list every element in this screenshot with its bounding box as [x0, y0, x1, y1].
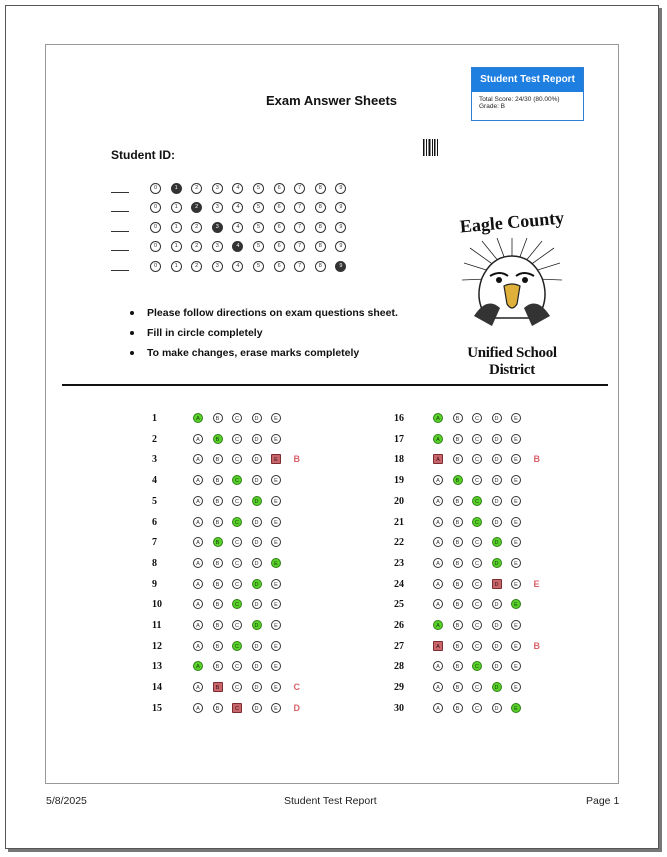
answer-bubble[interactable]: C	[472, 413, 482, 423]
answer-bubble[interactable]: A	[433, 703, 443, 713]
answer-bubble[interactable]: B	[213, 558, 223, 568]
question-number: 6	[152, 516, 157, 528]
answer-bubble[interactable]: C	[472, 599, 482, 609]
answer-bubble[interactable]: B	[453, 661, 463, 671]
answer-bubble[interactable]: E	[511, 599, 521, 609]
answer-bubble[interactable]: B	[213, 434, 223, 444]
bullet-icon	[130, 351, 134, 355]
id-digit-bubble[interactable]: 2	[191, 202, 202, 213]
answer-bubble[interactable]: B	[453, 620, 463, 630]
direction-item	[130, 327, 398, 347]
id-digit-bubble[interactable]: 2	[191, 183, 202, 194]
answer-bubble[interactable]: C	[472, 454, 482, 464]
id-digit-bubble[interactable]: 9	[335, 261, 346, 272]
answer-bubble[interactable]: C	[472, 682, 482, 692]
answer-bubble[interactable]: E	[271, 454, 281, 464]
question-number: 3	[152, 454, 157, 466]
answer-bubble[interactable]: D	[252, 703, 262, 713]
answer-bubble[interactable]: C	[232, 475, 242, 485]
question-row	[152, 496, 312, 510]
id-digit-bubble[interactable]: 8	[315, 202, 326, 213]
answer-bubble[interactable]: E	[511, 661, 521, 671]
answer-bubble[interactable]: E	[271, 496, 281, 506]
answer-bubble[interactable]: D	[492, 661, 502, 671]
answer-bubble[interactable]: C	[232, 682, 242, 692]
answer-bubble[interactable]: C	[472, 475, 482, 485]
question-number: 26	[394, 620, 404, 631]
id-digit-bubble[interactable]: 9	[335, 222, 346, 233]
question-row	[394, 496, 554, 510]
answer-bubble[interactable]: A	[193, 558, 203, 568]
question-number: 22	[394, 537, 404, 549]
question-row	[152, 703, 312, 717]
answer-bubble[interactable]: B	[213, 496, 223, 506]
answer-bubble[interactable]: D	[492, 682, 502, 692]
answer-bubble[interactable]: B	[453, 496, 463, 506]
student-report-box	[471, 67, 584, 121]
answer-bubble[interactable]: E	[271, 558, 281, 568]
answer-bubble[interactable]: D	[492, 537, 502, 547]
answer-bubble[interactable]: E	[271, 661, 281, 671]
answer-bubble[interactable]: A	[193, 579, 203, 589]
direction-text: To make changes, erase marks completely	[147, 347, 360, 359]
answer-bubble[interactable]: C	[472, 620, 482, 630]
answer-bubble[interactable]: B	[213, 537, 223, 547]
id-digit-bubble[interactable]: 3	[212, 241, 223, 252]
answer-bubble[interactable]: B	[453, 682, 463, 692]
id-digit-bubble[interactable]: 3	[212, 261, 223, 272]
answer-bubble[interactable]: B	[453, 579, 463, 589]
question-row	[152, 475, 312, 489]
question-number: 10	[152, 599, 162, 611]
answer-bubble[interactable]: B	[213, 682, 223, 692]
answer-bubble[interactable]: A	[193, 682, 203, 692]
id-digit-bubble[interactable]: 0	[150, 261, 161, 272]
question-number: 16	[394, 413, 404, 424]
answer-bubble[interactable]: E	[271, 475, 281, 485]
question-row	[394, 537, 554, 551]
grade: Grade: B	[479, 103, 506, 110]
school-logo	[452, 207, 572, 378]
answer-bubble[interactable]: D	[492, 558, 502, 568]
answer-bubble[interactable]: B	[213, 641, 223, 651]
answer-bubble[interactable]: E	[511, 434, 521, 444]
answer-bubble[interactable]: C	[472, 496, 482, 506]
answer-bubble[interactable]: C	[232, 599, 242, 609]
id-digit-bubble[interactable]: 9	[335, 241, 346, 252]
answer-bubble[interactable]: A	[433, 413, 443, 423]
id-digit-bubble[interactable]: 5	[253, 261, 264, 272]
question-row	[394, 579, 554, 593]
question-number: 9	[152, 578, 157, 590]
answer-bubble[interactable]: D	[252, 454, 262, 464]
answer-bubble[interactable]: A	[193, 517, 203, 527]
answer-bubble[interactable]: B	[453, 434, 463, 444]
answer-bubble[interactable]: A	[433, 661, 443, 671]
direction-item	[130, 307, 398, 327]
answer-bubble[interactable]: E	[511, 558, 521, 568]
question-row	[152, 599, 312, 613]
question-number: 30	[394, 702, 404, 714]
answer-bubble[interactable]: D	[492, 517, 502, 527]
id-digit-bubble[interactable]: 1	[171, 183, 182, 194]
id-digit-bubble[interactable]: 5	[253, 202, 264, 213]
answer-bubble[interactable]: D	[252, 661, 262, 671]
footer-title: Student Test Report	[284, 795, 377, 807]
answer-bubble[interactable]: D	[492, 579, 502, 589]
answer-bubble[interactable]: B	[453, 599, 463, 609]
id-digit-bubble[interactable]: 0	[150, 241, 161, 252]
answer-bubble[interactable]: C	[232, 703, 242, 713]
direction-item	[130, 347, 398, 367]
answer-bubble[interactable]: D	[252, 620, 262, 630]
question-row	[152, 641, 312, 655]
answer-bubble[interactable]: A	[193, 537, 203, 547]
question-row	[394, 475, 554, 489]
footer-page: Page 1	[586, 795, 620, 807]
question-row	[394, 641, 554, 655]
question-row	[394, 620, 554, 634]
answer-bubble[interactable]: B	[453, 641, 463, 651]
question-number: 29	[394, 682, 404, 694]
question-row	[152, 682, 312, 696]
answer-bubble[interactable]: C	[232, 413, 242, 423]
answer-bubble[interactable]: B	[453, 558, 463, 568]
id-digit-bubble[interactable]: 5	[253, 241, 264, 252]
answer-bubble[interactable]: C	[232, 434, 242, 444]
id-digit-bubble[interactable]: 6	[274, 183, 285, 194]
direction-text: Please follow directions on exam questions sheet.	[147, 307, 398, 319]
answer-bubble[interactable]: D	[492, 703, 502, 713]
question-row	[394, 558, 554, 572]
id-digit-bubble[interactable]: 2	[191, 222, 202, 233]
answer-bubble[interactable]: A	[193, 661, 203, 671]
question-number: 18	[394, 454, 404, 466]
answer-bubble[interactable]: E	[271, 434, 281, 444]
answer-bubble[interactable]: A	[433, 558, 443, 568]
answer-bubble[interactable]: C	[472, 641, 482, 651]
answer-bubble[interactable]: B	[213, 620, 223, 630]
answer-bubble[interactable]: E	[511, 620, 521, 630]
answer-bubble[interactable]: C	[472, 537, 482, 547]
answer-bubble[interactable]: D	[252, 537, 262, 547]
student-id-blank	[111, 211, 129, 212]
answer-bubble[interactable]: B	[453, 537, 463, 547]
answer-bubble[interactable]: A	[433, 537, 443, 547]
question-number: 17	[394, 433, 404, 445]
correct-answer-note: C	[293, 682, 300, 693]
answer-bubble[interactable]: C	[232, 579, 242, 589]
direction-text: Fill in circle completely	[147, 327, 263, 339]
answer-bubble[interactable]: A	[193, 454, 203, 464]
answer-bubble[interactable]: C	[232, 517, 242, 527]
answer-bubble[interactable]: A	[193, 475, 203, 485]
answer-bubble[interactable]: D	[252, 682, 262, 692]
question-row	[152, 579, 312, 593]
student-id-blank	[111, 270, 129, 271]
answer-bubble[interactable]: E	[511, 579, 521, 589]
question-number: 25	[394, 599, 404, 611]
answer-bubble[interactable]: E	[271, 579, 281, 589]
id-digit-bubble[interactable]: 9	[335, 183, 346, 194]
answer-bubble[interactable]: A	[193, 641, 203, 651]
id-digit-bubble[interactable]: 9	[335, 202, 346, 213]
id-digit-bubble[interactable]: 4	[232, 241, 243, 252]
answer-bubble[interactable]: D	[252, 517, 262, 527]
id-digit-bubble[interactable]: 7	[294, 241, 305, 252]
answer-bubble[interactable]: D	[252, 496, 262, 506]
section-divider	[62, 384, 608, 386]
answer-bubble[interactable]: A	[193, 496, 203, 506]
id-digit-bubble[interactable]: 6	[274, 202, 285, 213]
question-number: 21	[394, 516, 404, 528]
question-number: 27	[394, 640, 404, 652]
answer-bubble[interactable]: A	[433, 434, 443, 444]
directions-list	[130, 307, 398, 367]
answer-bubble[interactable]: A	[433, 599, 443, 609]
question-number: 13	[152, 661, 162, 673]
answer-bubble[interactable]: A	[193, 703, 203, 713]
question-row	[152, 620, 312, 634]
id-digit-bubble[interactable]: 8	[315, 222, 326, 233]
answer-bubble[interactable]: D	[252, 599, 262, 609]
id-digit-bubble[interactable]: 4	[232, 202, 243, 213]
answer-bubble[interactable]: D	[492, 599, 502, 609]
id-digit-bubble[interactable]: 6	[274, 241, 285, 252]
answer-bubble[interactable]: A	[433, 475, 443, 485]
answer-bubble[interactable]: A	[433, 682, 443, 692]
answer-bubble[interactable]: A	[433, 620, 443, 630]
answer-bubble[interactable]: A	[193, 413, 203, 423]
answer-bubble[interactable]: E	[511, 641, 521, 651]
question-row	[394, 682, 554, 696]
id-digit-bubble[interactable]: 7	[294, 202, 305, 213]
answer-bubble[interactable]: B	[213, 579, 223, 589]
correct-answer-note: B	[293, 454, 300, 465]
answer-bubble[interactable]: D	[492, 434, 502, 444]
logo-top-text: Eagle County	[459, 207, 565, 237]
id-digit-bubble[interactable]: 0	[150, 183, 161, 194]
student-id-blank	[111, 250, 129, 251]
id-digit-bubble[interactable]: 8	[315, 261, 326, 272]
question-row	[152, 413, 312, 427]
question-number: 1	[152, 413, 157, 424]
sheet-title: Exam Answer Sheets	[266, 93, 398, 108]
id-digit-bubble[interactable]: 7	[294, 222, 305, 233]
answer-bubble[interactable]: B	[213, 454, 223, 464]
id-digit-bubble[interactable]: 5	[253, 183, 264, 194]
question-number: 12	[152, 640, 162, 652]
question-number: 24	[394, 578, 404, 590]
id-digit-bubble[interactable]: 3	[212, 202, 223, 213]
answer-bubble[interactable]: E	[511, 537, 521, 547]
answer-bubble[interactable]: C	[472, 661, 482, 671]
id-digit-bubble[interactable]: 1	[171, 261, 182, 272]
answer-bubble[interactable]: E	[271, 641, 281, 651]
question-number: 8	[152, 557, 157, 569]
question-row	[394, 413, 554, 427]
answer-bubble[interactable]: E	[271, 517, 281, 527]
answer-bubble[interactable]: C	[472, 517, 482, 527]
correct-answer-note: D	[293, 702, 300, 713]
answer-bubble[interactable]: E	[271, 413, 281, 423]
answer-bubble[interactable]: C	[232, 641, 242, 651]
answer-bubble[interactable]: E	[271, 682, 281, 692]
answer-bubble[interactable]: A	[193, 620, 203, 630]
answer-bubble[interactable]: D	[252, 558, 262, 568]
correct-answer-note: B	[533, 454, 540, 465]
question-number: 28	[394, 661, 404, 673]
answer-bubble[interactable]: C	[472, 703, 482, 713]
id-digit-bubble[interactable]: 2	[191, 241, 202, 252]
id-digit-bubble[interactable]: 4	[232, 183, 243, 194]
id-digit-bubble[interactable]: 4	[232, 261, 243, 272]
id-digit-bubble[interactable]: 0	[150, 202, 161, 213]
id-digit-bubble[interactable]: 6	[274, 261, 285, 272]
answer-bubble[interactable]: E	[271, 703, 281, 713]
answer-bubble[interactable]: C	[232, 537, 242, 547]
eagle-icon	[462, 238, 562, 328]
id-digit-bubble[interactable]: 7	[294, 183, 305, 194]
question-row	[152, 537, 312, 551]
question-number: 4	[152, 475, 157, 487]
student-id-blank	[111, 231, 129, 232]
answer-bubble[interactable]: B	[213, 661, 223, 671]
id-digit-bubble[interactable]: 8	[315, 241, 326, 252]
bullet-icon	[130, 331, 134, 335]
answer-bubble[interactable]: C	[472, 434, 482, 444]
answer-bubble[interactable]: E	[511, 682, 521, 692]
student-id-blank	[111, 192, 129, 193]
answer-bubble[interactable]: E	[511, 454, 521, 464]
question-number: 20	[394, 495, 404, 507]
footer-date: 5/8/2025	[46, 795, 87, 807]
question-row	[394, 517, 554, 531]
answer-bubble[interactable]: B	[213, 703, 223, 713]
question-row	[152, 558, 312, 572]
answer-bubble[interactable]: C	[232, 620, 242, 630]
question-number: 23	[394, 557, 404, 569]
answer-bubble[interactable]: B	[213, 599, 223, 609]
answer-bubble[interactable]: B	[213, 413, 223, 423]
answer-bubble[interactable]: C	[472, 579, 482, 589]
answer-bubble[interactable]: B	[453, 475, 463, 485]
id-digit-bubble[interactable]: 0	[150, 222, 161, 233]
bullet-icon	[130, 311, 134, 315]
answer-bubble[interactable]: B	[213, 517, 223, 527]
answer-bubble[interactable]: C	[232, 661, 242, 671]
answer-bubble[interactable]: D	[252, 579, 262, 589]
answer-bubble[interactable]: D	[492, 475, 502, 485]
id-digit-bubble[interactable]: 2	[191, 261, 202, 272]
answer-bubble[interactable]: B	[453, 517, 463, 527]
question-row	[152, 454, 312, 468]
question-number: 2	[152, 433, 157, 445]
question-row	[394, 434, 554, 448]
answer-bubble[interactable]: D	[252, 641, 262, 651]
answer-bubble[interactable]: C	[232, 558, 242, 568]
correct-answer-note: E	[533, 578, 540, 589]
answer-bubble[interactable]: E	[511, 517, 521, 527]
logo-bottom-text: Unified School District	[467, 345, 557, 378]
answer-bubble[interactable]: B	[453, 703, 463, 713]
answer-bubble[interactable]: D	[252, 434, 262, 444]
id-digit-bubble[interactable]: 4	[232, 222, 243, 233]
id-digit-bubble[interactable]: 7	[294, 261, 305, 272]
answer-bubble[interactable]: B	[453, 454, 463, 464]
question-number: 11	[152, 620, 162, 631]
answer-bubble[interactable]: E	[511, 475, 521, 485]
id-digit-bubble[interactable]: 1	[171, 202, 182, 213]
answer-bubble[interactable]: D	[252, 413, 262, 423]
question-row	[152, 517, 312, 531]
report-box-heading: Student Test Report	[472, 68, 583, 92]
answer-bubble[interactable]: A	[433, 641, 443, 651]
answer-bubble[interactable]: B	[453, 413, 463, 423]
question-number: 5	[152, 495, 157, 507]
id-digit-bubble[interactable]: 1	[171, 241, 182, 252]
id-digit-bubble[interactable]: 6	[274, 222, 285, 233]
student-id-label: Student ID:	[111, 148, 175, 162]
answer-bubble[interactable]: A	[193, 599, 203, 609]
id-digit-bubble[interactable]: 3	[212, 222, 223, 233]
answer-bubble[interactable]: D	[492, 413, 502, 423]
answer-bubble[interactable]: E	[271, 599, 281, 609]
question-row	[152, 661, 312, 675]
question-row	[394, 454, 554, 468]
question-number: 15	[152, 702, 162, 714]
question-number: 14	[152, 682, 162, 694]
answer-bubble[interactable]: E	[271, 537, 281, 547]
id-digit-bubble[interactable]: 3	[212, 183, 223, 194]
answer-bubble[interactable]: C	[232, 496, 242, 506]
answer-bubble[interactable]: D	[492, 496, 502, 506]
answer-bubble[interactable]: A	[433, 579, 443, 589]
id-digit-bubble[interactable]: 5	[253, 222, 264, 233]
answer-bubble[interactable]: D	[492, 620, 502, 630]
question-number: 7	[152, 537, 157, 549]
answer-bubble[interactable]: C	[472, 558, 482, 568]
question-number: 19	[394, 475, 404, 487]
answer-bubble[interactable]: E	[271, 620, 281, 630]
question-row	[394, 703, 554, 717]
question-row	[394, 599, 554, 613]
correct-answer-note: B	[533, 640, 540, 651]
answer-bubble[interactable]: A	[433, 496, 443, 506]
id-digit-bubble[interactable]: 8	[315, 183, 326, 194]
answer-bubble[interactable]: D	[492, 454, 502, 464]
total-score: Total Score: 24/30 (80.00%)	[479, 96, 560, 103]
answer-bubble[interactable]: A	[193, 434, 203, 444]
answer-bubble[interactable]: C	[232, 454, 242, 464]
answer-bubble[interactable]: D	[492, 641, 502, 651]
barcode-icon	[423, 139, 439, 156]
answer-bubble[interactable]: D	[252, 475, 262, 485]
question-row	[394, 661, 554, 675]
id-digit-bubble[interactable]: 1	[171, 222, 182, 233]
answer-bubble[interactable]: E	[511, 413, 521, 423]
answer-bubble[interactable]: E	[511, 703, 521, 713]
answer-bubble[interactable]: E	[511, 496, 521, 506]
question-row	[152, 434, 312, 448]
answer-bubble[interactable]: A	[433, 454, 443, 464]
answer-bubble[interactable]: B	[213, 475, 223, 485]
answer-bubble[interactable]: A	[433, 517, 443, 527]
